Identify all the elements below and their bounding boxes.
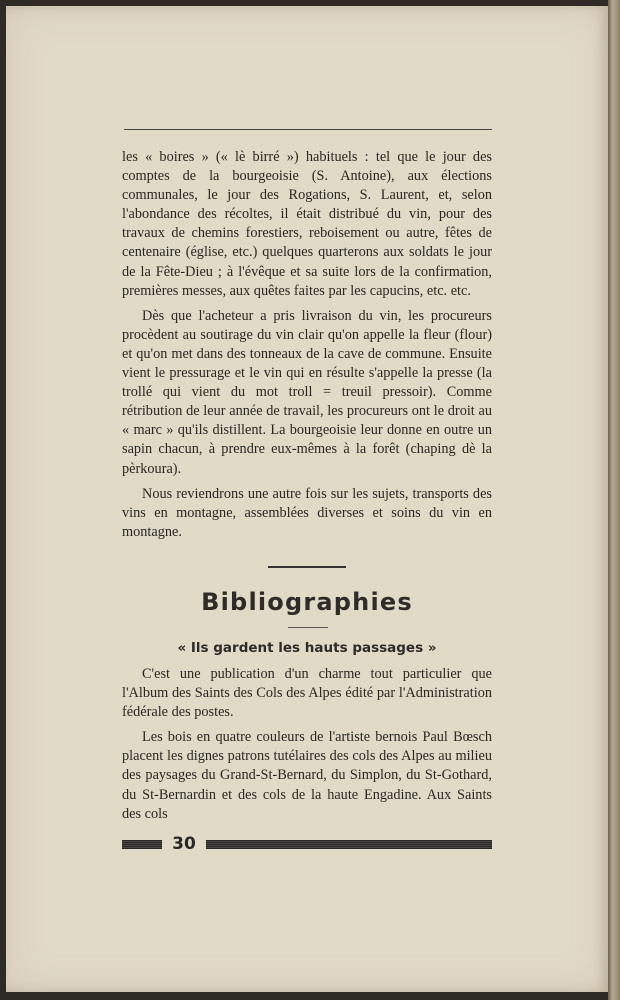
heading-underline [288,627,328,628]
review-title: « Ils gardent les hauts passages » [177,640,437,656]
article-paragraph: Dès que l'acheteur a pris livraison du vin, les procureurs procèdent au soutirage du vin clair qu'on appelle la fleur (flour) et qu'on met dans des tonneaux de la cave de commune. Ensuite vient le pressurage et le vin qui en résulte s'appelle la presse (la trollé qui vient du mot troll = treuil pressoir). Comme rétribution de leur année de travail, les procureurs ont le droit au « marc » qu'ils distillent. La bourgeoisie leur donne en outre un sapin chacun, à prendre eux-mêmes à la forêt (chaping dè la pèrkoura). [122,307,492,477]
article-body [122,148,492,548]
section-separator [268,566,346,568]
bibliography-paragraph: C'est une publication d'un charme tout particulier que l'Album des Saints des Cols des Alpes édité par l'Administration fédérale des postes. [122,666,492,721]
top-rule [124,129,492,130]
page-number: 30 [172,834,196,854]
bibliography-body [122,665,492,830]
article-paragraph: Nous reviendrons une autre fois sur les sujets, transports des vins en montagne, assemblées diverses et soins du vin en montagne. [122,485,492,540]
section-heading: Bibliographies [201,588,413,616]
article-paragraph: les « boires » (« lè birré ») habituels : tel que le jour des comptes de la bourgeoisie (S. Antoine), aux élections communales, le jour des Rogations, S. Laurent, et, selon l'abondance des récoltes, il était distribué du vin, pour des travaux de chemins forestiers, reboisement ou autre, fêtes de centenaire (église, etc.) quelques quarterons aux soldats le jour de la Fête-Dieu ; à l'évêque et sa suite lors de la confirmation, premières messes, aux quêtes faites par les capucins, etc. etc. [122,149,492,299]
footer-bar-right [206,840,492,849]
page-edge [608,0,620,1000]
bibliography-paragraph: Les bois en quatre couleurs de l'artiste bernois Paul Bœsch placent les dignes patrons tutélaires des cols des Alpes au milieu des paysages du Grand-St-Bernard, du Simplon, du St-Gothard, du St-Bernardin et des cols de la haute Engadine. Aux Saints des cols [122,729,492,822]
footer-bar-left [122,840,162,849]
